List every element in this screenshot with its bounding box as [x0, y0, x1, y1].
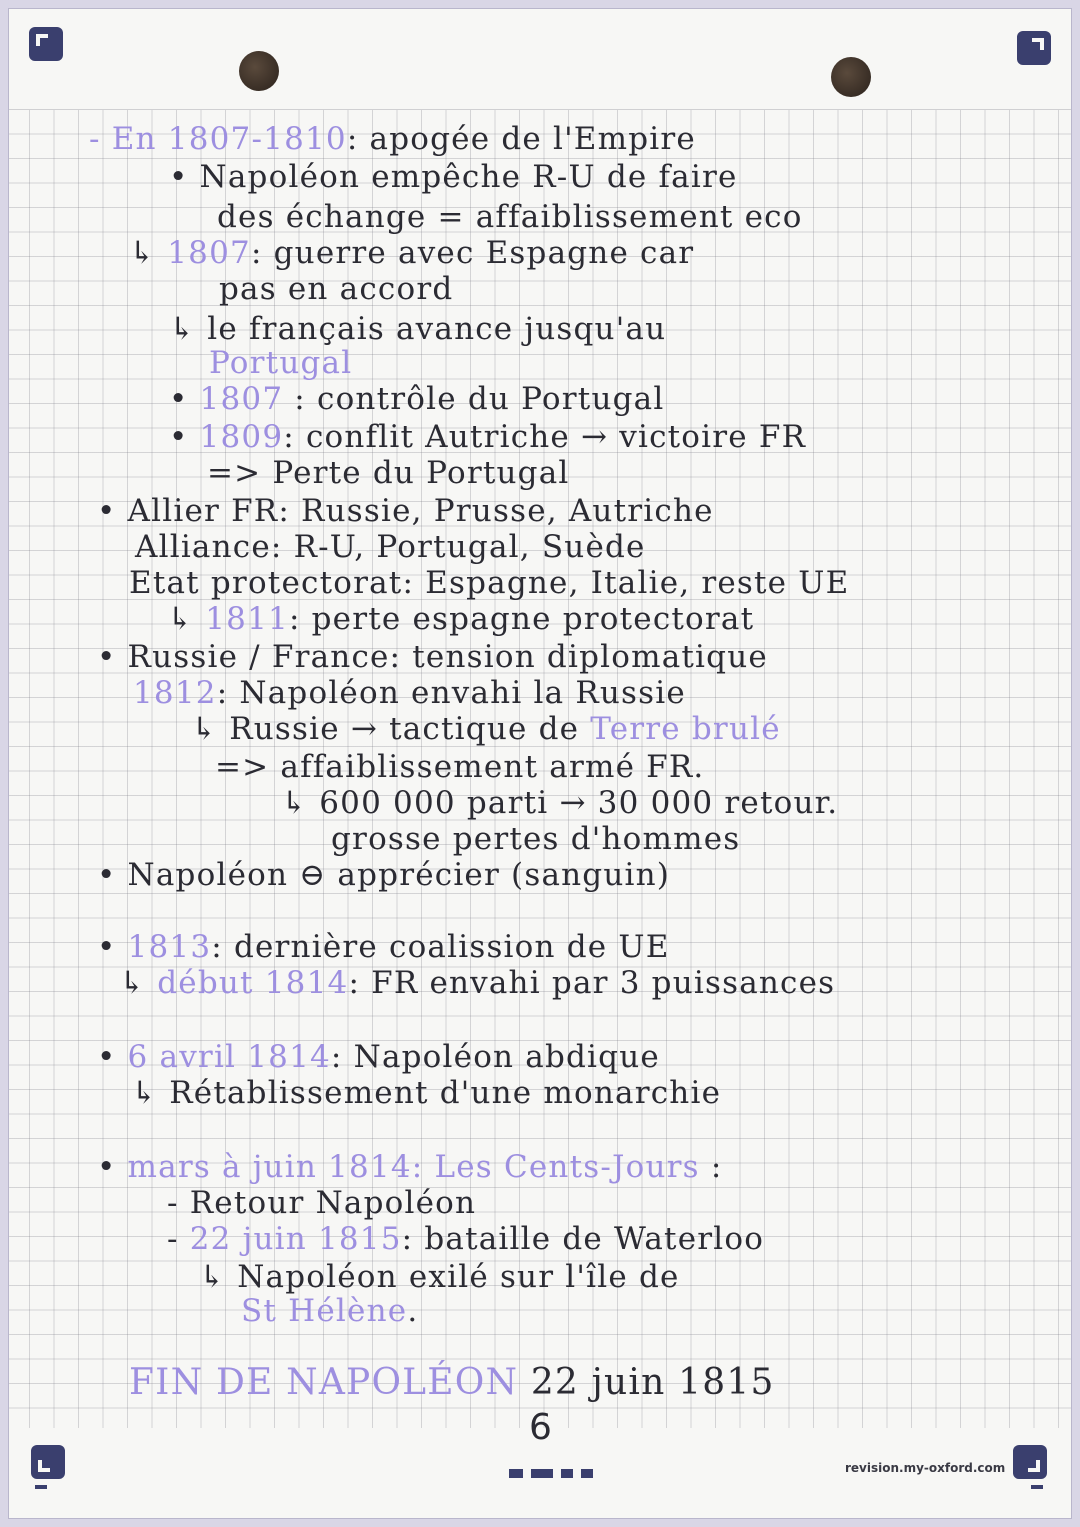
note-text: ↳ 600 000 parti → 30 000 retour. [281, 785, 839, 821]
note-text: : perte espagne protectorat [288, 601, 755, 637]
note-line [135, 529, 646, 565]
note-text: pas en accord [219, 271, 454, 307]
highlighted-text: 1812 [133, 675, 217, 711]
note-line [133, 675, 686, 711]
note-text: - [167, 1221, 190, 1257]
note-text: • [97, 1039, 128, 1075]
note-text: • [97, 1149, 128, 1185]
note-text: : [699, 1149, 723, 1185]
brand-url: revision.my-oxford.com [845, 1461, 1006, 1475]
note-text: • Russie / France: tension diplomatique [97, 639, 768, 675]
highlighted-text: Portugal [209, 345, 353, 381]
note-line [169, 381, 664, 417]
note-text: • [169, 419, 200, 455]
note-line [331, 821, 740, 857]
note-text: - Retour Napoléon [167, 1185, 477, 1221]
note-text: ↳ le français avance jusqu'au [169, 311, 667, 347]
note-line [207, 455, 570, 491]
note-line [129, 565, 849, 601]
note-line [129, 235, 694, 271]
highlighted-text: - En [89, 121, 168, 157]
note-text: Alliance: R-U, Portugal, Suède [135, 529, 646, 565]
note-text: Etat protectorat: Espagne, Italie, reste UE [129, 565, 850, 601]
page-header-band [9, 9, 1071, 110]
note-line [131, 1075, 721, 1111]
note-line [167, 1221, 764, 1257]
note-text: ↳ [167, 601, 206, 637]
note-line [241, 1293, 418, 1329]
note-line [97, 493, 714, 529]
note-line [97, 929, 670, 965]
note-line [97, 1039, 660, 1075]
highlighted-text: Terre brulé [590, 711, 781, 747]
note-text: : Napoléon abdique [330, 1039, 660, 1075]
note-line [215, 749, 704, 785]
note-text: : contrôle du Portugal [283, 381, 665, 417]
note-line [119, 965, 835, 1001]
corner-dash-icon [35, 1485, 47, 1489]
highlighted-text: 1811 [205, 601, 289, 637]
note-text: . [407, 1293, 419, 1329]
highlighted-text: St Hélène [241, 1293, 408, 1329]
note-text: : conflit Autriche → victoire FR [283, 419, 807, 455]
note-text: : FR envahi par 3 puissances [348, 965, 836, 1001]
highlighted-text: 6 avril 1814 [127, 1039, 331, 1075]
note-line [219, 271, 453, 307]
highlighted-text: FIN DE NAPOLÉON [129, 1362, 519, 1403]
footer-dots-icon [509, 1463, 601, 1482]
note-text: • Allier FR: Russie, Prusse, Autriche [97, 493, 714, 529]
note-text: ↳ Napoléon exilé sur l'île de [199, 1259, 680, 1295]
punch-hole-icon [239, 51, 279, 91]
note-line [167, 1185, 476, 1221]
highlighted-text: début 1814 [157, 965, 349, 1001]
note-line [129, 1362, 775, 1403]
corner-dash-icon [1031, 1485, 1043, 1489]
note-text: ↳ [119, 965, 158, 1001]
note-text: : guerre avec Espagne car [250, 235, 695, 271]
note-text: • Napoléon ⊖ apprécier (sanguin) [97, 857, 671, 893]
highlighted-text: mars à juin 1814: Les Cents-Jours [127, 1149, 700, 1185]
note-line [97, 639, 768, 675]
note-line [97, 857, 670, 893]
highlighted-text: 1813 [127, 929, 212, 965]
punch-hole-icon [831, 57, 871, 97]
note-text: : Napoléon envahi la Russie [216, 675, 686, 711]
note-line [169, 419, 806, 455]
highlighted-text: 1807 [167, 235, 251, 271]
corner-marker-icon [1017, 31, 1051, 65]
highlighted-text: 1807-1810 [167, 121, 347, 157]
note-text: : apogée de l'Empire [346, 121, 696, 157]
corner-marker-icon [1013, 1445, 1047, 1479]
note-text: => affaiblissement armé FR. [215, 749, 705, 785]
page-number: 6 [529, 1407, 552, 1448]
note-text: des échange = affaiblissement eco [217, 199, 803, 235]
note-text: : dernière coalission de UE [211, 929, 670, 965]
corner-marker-icon [31, 1445, 65, 1479]
note-line [167, 601, 754, 637]
note-line [191, 711, 781, 747]
note-text: 22 juin 1815 [518, 1362, 775, 1403]
note-text: ↳ [129, 235, 168, 271]
note-line [97, 1149, 723, 1185]
note-text: • [97, 929, 128, 965]
note-line [217, 199, 803, 235]
highlighted-text: 22 juin 1815 [189, 1221, 402, 1257]
note-text: • [169, 381, 200, 417]
note-text: ↳ Rétablissement d'une monarchie [131, 1075, 722, 1111]
note-text: ↳ Russie → tactique de [191, 711, 591, 747]
note-text: : bataille de Waterloo [401, 1221, 765, 1257]
note-line [199, 1259, 680, 1295]
note-line [281, 785, 838, 821]
note-line [209, 345, 352, 381]
note-text: => Perte du Portugal [207, 455, 570, 491]
note-text: • Napoléon empêche R-U de faire [169, 159, 738, 195]
note-line [89, 121, 696, 157]
highlighted-text: 1807 [199, 381, 284, 417]
note-line [169, 159, 738, 195]
highlighted-text: 1809 [199, 419, 284, 455]
note-line [169, 311, 666, 347]
notebook-page [8, 8, 1072, 1519]
corner-marker-icon [29, 27, 63, 61]
note-text: grosse pertes d'hommes [331, 821, 741, 857]
